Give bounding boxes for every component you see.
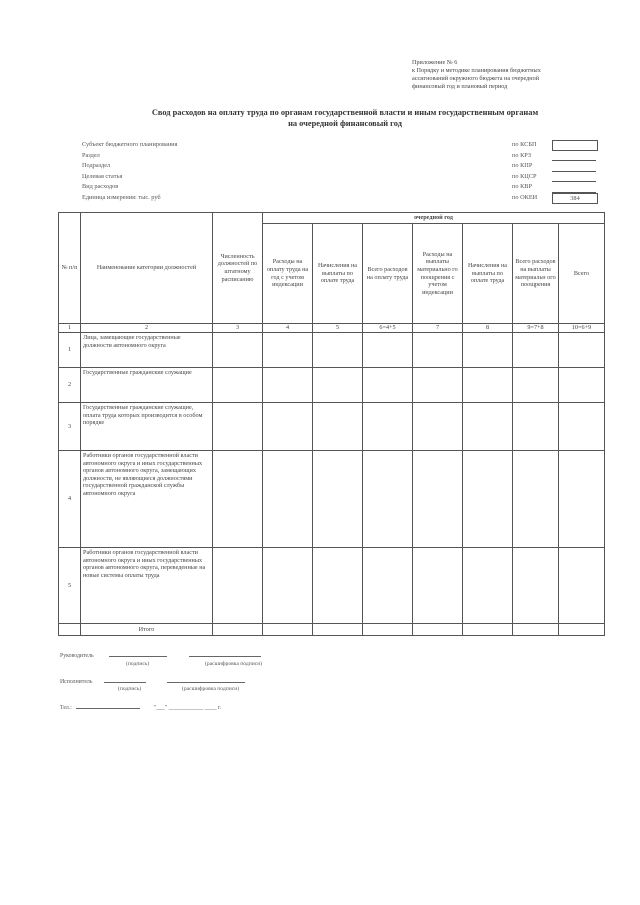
header-col8: Начисления на выплаты по оплате труда — [463, 224, 513, 324]
cell-input[interactable] — [559, 548, 605, 624]
header-col10: Всего — [559, 224, 605, 324]
cell-input[interactable] — [463, 624, 513, 636]
cell-input[interactable] — [363, 403, 413, 451]
cell-input[interactable] — [413, 403, 463, 451]
cell-input[interactable] — [313, 368, 363, 403]
table-row — [59, 451, 605, 548]
meta-line: Раздел — [82, 151, 100, 159]
cell-input[interactable] — [559, 368, 605, 403]
cell-input[interactable] — [513, 333, 559, 368]
cell-input[interactable] — [463, 333, 513, 368]
colnum: 1 — [59, 324, 81, 333]
title-line-1: Свод расходов на оплату труда по органам государственной власти и иным государственным органам — [151, 108, 539, 117]
code-value[interactable] — [552, 162, 596, 172]
head-label: Руководитель — [60, 653, 94, 659]
header-count: Численность должностей по штатному расписанию — [213, 213, 263, 324]
cell-input[interactable] — [213, 333, 263, 368]
cell-input[interactable] — [413, 368, 463, 403]
cell-input[interactable] — [313, 333, 363, 368]
cell-input[interactable] — [263, 451, 313, 548]
cell-input[interactable] — [413, 624, 463, 636]
cell-input[interactable] — [559, 403, 605, 451]
code-label: по КПР — [512, 162, 533, 170]
header-name: Наименование категории должностей — [81, 213, 213, 324]
cell-input[interactable] — [463, 368, 513, 403]
cell-input[interactable] — [513, 403, 559, 451]
code-value[interactable]: 384 — [552, 193, 598, 204]
meta-line: Подраздел — [82, 162, 111, 170]
total-num — [59, 624, 81, 636]
code-value[interactable] — [552, 140, 598, 151]
header-col6: Всего расходов на оплату труда — [363, 224, 413, 324]
code-label: по КВР — [512, 183, 532, 191]
row-category: Работники органов государственной власти автономного округа и иных государственных органов автономного округа, переведенные на новые системы оплаты труда — [81, 548, 213, 624]
cell-input[interactable] — [413, 333, 463, 368]
table-row — [59, 548, 605, 624]
row-category: Государственные гражданские служащие, оплата труда которых производится в особом порядке — [81, 403, 213, 451]
row-category: Работники органов государственной власти автономного округа и иных государственных органов автономного округа, замещающих должности, не являющиеся должностями государственной гражданской службы автономного округа — [81, 451, 213, 548]
cell-input[interactable] — [263, 333, 313, 368]
colnum: 6=4+5 — [363, 324, 413, 333]
phone-line[interactable] — [76, 702, 140, 709]
header-col5: Начисления на выплаты по оплате труда — [313, 224, 363, 324]
code-label: по КЦСР — [512, 172, 537, 180]
code-value[interactable] — [552, 172, 596, 182]
code-row — [512, 182, 602, 193]
row-num: 1 — [59, 333, 81, 368]
title-line-2: на очередной финансовый год — [288, 119, 402, 128]
cell-input[interactable] — [263, 403, 313, 451]
code-label: по ОКЕИ — [512, 193, 538, 201]
classification-codes — [512, 140, 602, 204]
cell-input[interactable] — [463, 403, 513, 451]
row-num: 4 — [59, 451, 81, 548]
head-signature — [60, 650, 261, 660]
executor-signature-line[interactable] — [104, 676, 146, 683]
colnum: 3 — [213, 324, 263, 333]
cell-input[interactable] — [213, 548, 263, 624]
row-category: Государственные гражданские служащие — [81, 368, 213, 403]
head-name-line[interactable] — [189, 650, 261, 657]
payroll-table — [58, 212, 605, 636]
head-signature-line[interactable] — [109, 650, 167, 657]
document-title — [95, 107, 595, 129]
cell-input[interactable] — [513, 368, 559, 403]
code-row — [512, 161, 602, 172]
cell-input[interactable] — [363, 548, 413, 624]
appendix-note — [412, 59, 612, 91]
row-num: 2 — [59, 368, 81, 403]
head-sub-name: (расшифровка подписи) — [205, 661, 263, 667]
colnum: 8 — [463, 324, 513, 333]
total-label: Итого — [81, 624, 213, 636]
cell-input[interactable] — [213, 451, 263, 548]
executor-sub-signature: (подпись) — [118, 686, 142, 692]
executor-signature — [60, 676, 245, 686]
meta-labels — [82, 140, 382, 204]
code-row — [512, 193, 602, 204]
cell-input[interactable] — [313, 403, 363, 451]
cell-input[interactable] — [313, 451, 363, 548]
cell-input[interactable] — [413, 451, 463, 548]
column-numbers-row — [59, 324, 605, 333]
table-row — [59, 403, 605, 451]
header-col9: Всего расходов на выплаты материальн ого поощрения — [513, 224, 559, 324]
colnum: 4 — [263, 324, 313, 333]
cell-input[interactable] — [363, 368, 413, 403]
cell-input[interactable] — [513, 624, 559, 636]
appendix-line: Приложение № 6 — [412, 59, 458, 66]
meta-line: Субъект бюджетного планирования — [82, 141, 178, 148]
meta-line: Вид расходов — [82, 183, 119, 191]
cell-input[interactable] — [363, 333, 413, 368]
code-row — [512, 151, 602, 162]
colnum: 2 — [81, 324, 213, 333]
code-value[interactable] — [552, 151, 596, 161]
cell-input[interactable] — [363, 624, 413, 636]
cell-input[interactable] — [213, 624, 263, 636]
cell-input[interactable] — [363, 451, 413, 548]
cell-input[interactable] — [213, 403, 263, 451]
table-row — [59, 333, 605, 368]
head-sub-signature: (подпись) — [126, 661, 150, 667]
header-num: № п/п — [59, 213, 81, 324]
code-row — [512, 172, 602, 183]
appendix-line: ассигнований окружного бюджета на очередной — [412, 75, 540, 82]
cell-input[interactable] — [463, 451, 513, 548]
cell-input[interactable] — [513, 451, 559, 548]
executor-sub-name: (расшифровка подписи) — [182, 686, 240, 692]
cell-input[interactable] — [463, 548, 513, 624]
table-row — [59, 368, 605, 403]
executor-name-line[interactable] — [167, 676, 245, 683]
header-group-next-year: очередной год — [263, 213, 605, 224]
cell-input[interactable] — [313, 624, 363, 636]
cell-input[interactable] — [213, 368, 263, 403]
row-category: Лица, замещающие государственные должности автономного округа — [81, 333, 213, 368]
executor-label: Исполнитель — [60, 679, 93, 685]
colnum: 10=6+9 — [559, 324, 605, 333]
meta-line: Целевая статья — [82, 172, 123, 180]
cell-input[interactable] — [559, 333, 605, 368]
colnum: 7 — [413, 324, 463, 333]
cell-input[interactable] — [313, 548, 363, 624]
code-label: по КСБП — [512, 141, 537, 148]
header-col7: Расходы на выплаты материально го поощрения с учетом индексации — [413, 224, 463, 324]
phone-date — [60, 702, 221, 712]
code-value[interactable] — [552, 183, 596, 193]
total-row — [59, 624, 605, 636]
header-col4: Расходы на оплату труда на год с учетом индексации — [263, 224, 313, 324]
phone-label: Тел.: — [60, 705, 72, 711]
cell-input[interactable] — [263, 368, 313, 403]
cell-input[interactable] — [559, 624, 605, 636]
cell-input[interactable] — [413, 548, 463, 624]
row-num: 5 — [59, 548, 81, 624]
appendix-line: к Порядку и методике планирования бюджетных — [412, 67, 541, 74]
row-num: 3 — [59, 403, 81, 451]
date-text: "___" ____________ ____ г. — [153, 705, 222, 711]
appendix-line: финансовый год и плановый период — [412, 83, 508, 90]
cell-input[interactable] — [559, 451, 605, 548]
meta-line: Единица измерения: тыс. руб — [82, 193, 161, 201]
code-label: по КРЗ — [512, 151, 532, 159]
code-row — [512, 140, 602, 151]
cell-input[interactable] — [513, 548, 559, 624]
cell-input[interactable] — [263, 548, 313, 624]
colnum: 5 — [313, 324, 363, 333]
colnum: 9=7+8 — [513, 324, 559, 333]
cell-input[interactable] — [263, 624, 313, 636]
